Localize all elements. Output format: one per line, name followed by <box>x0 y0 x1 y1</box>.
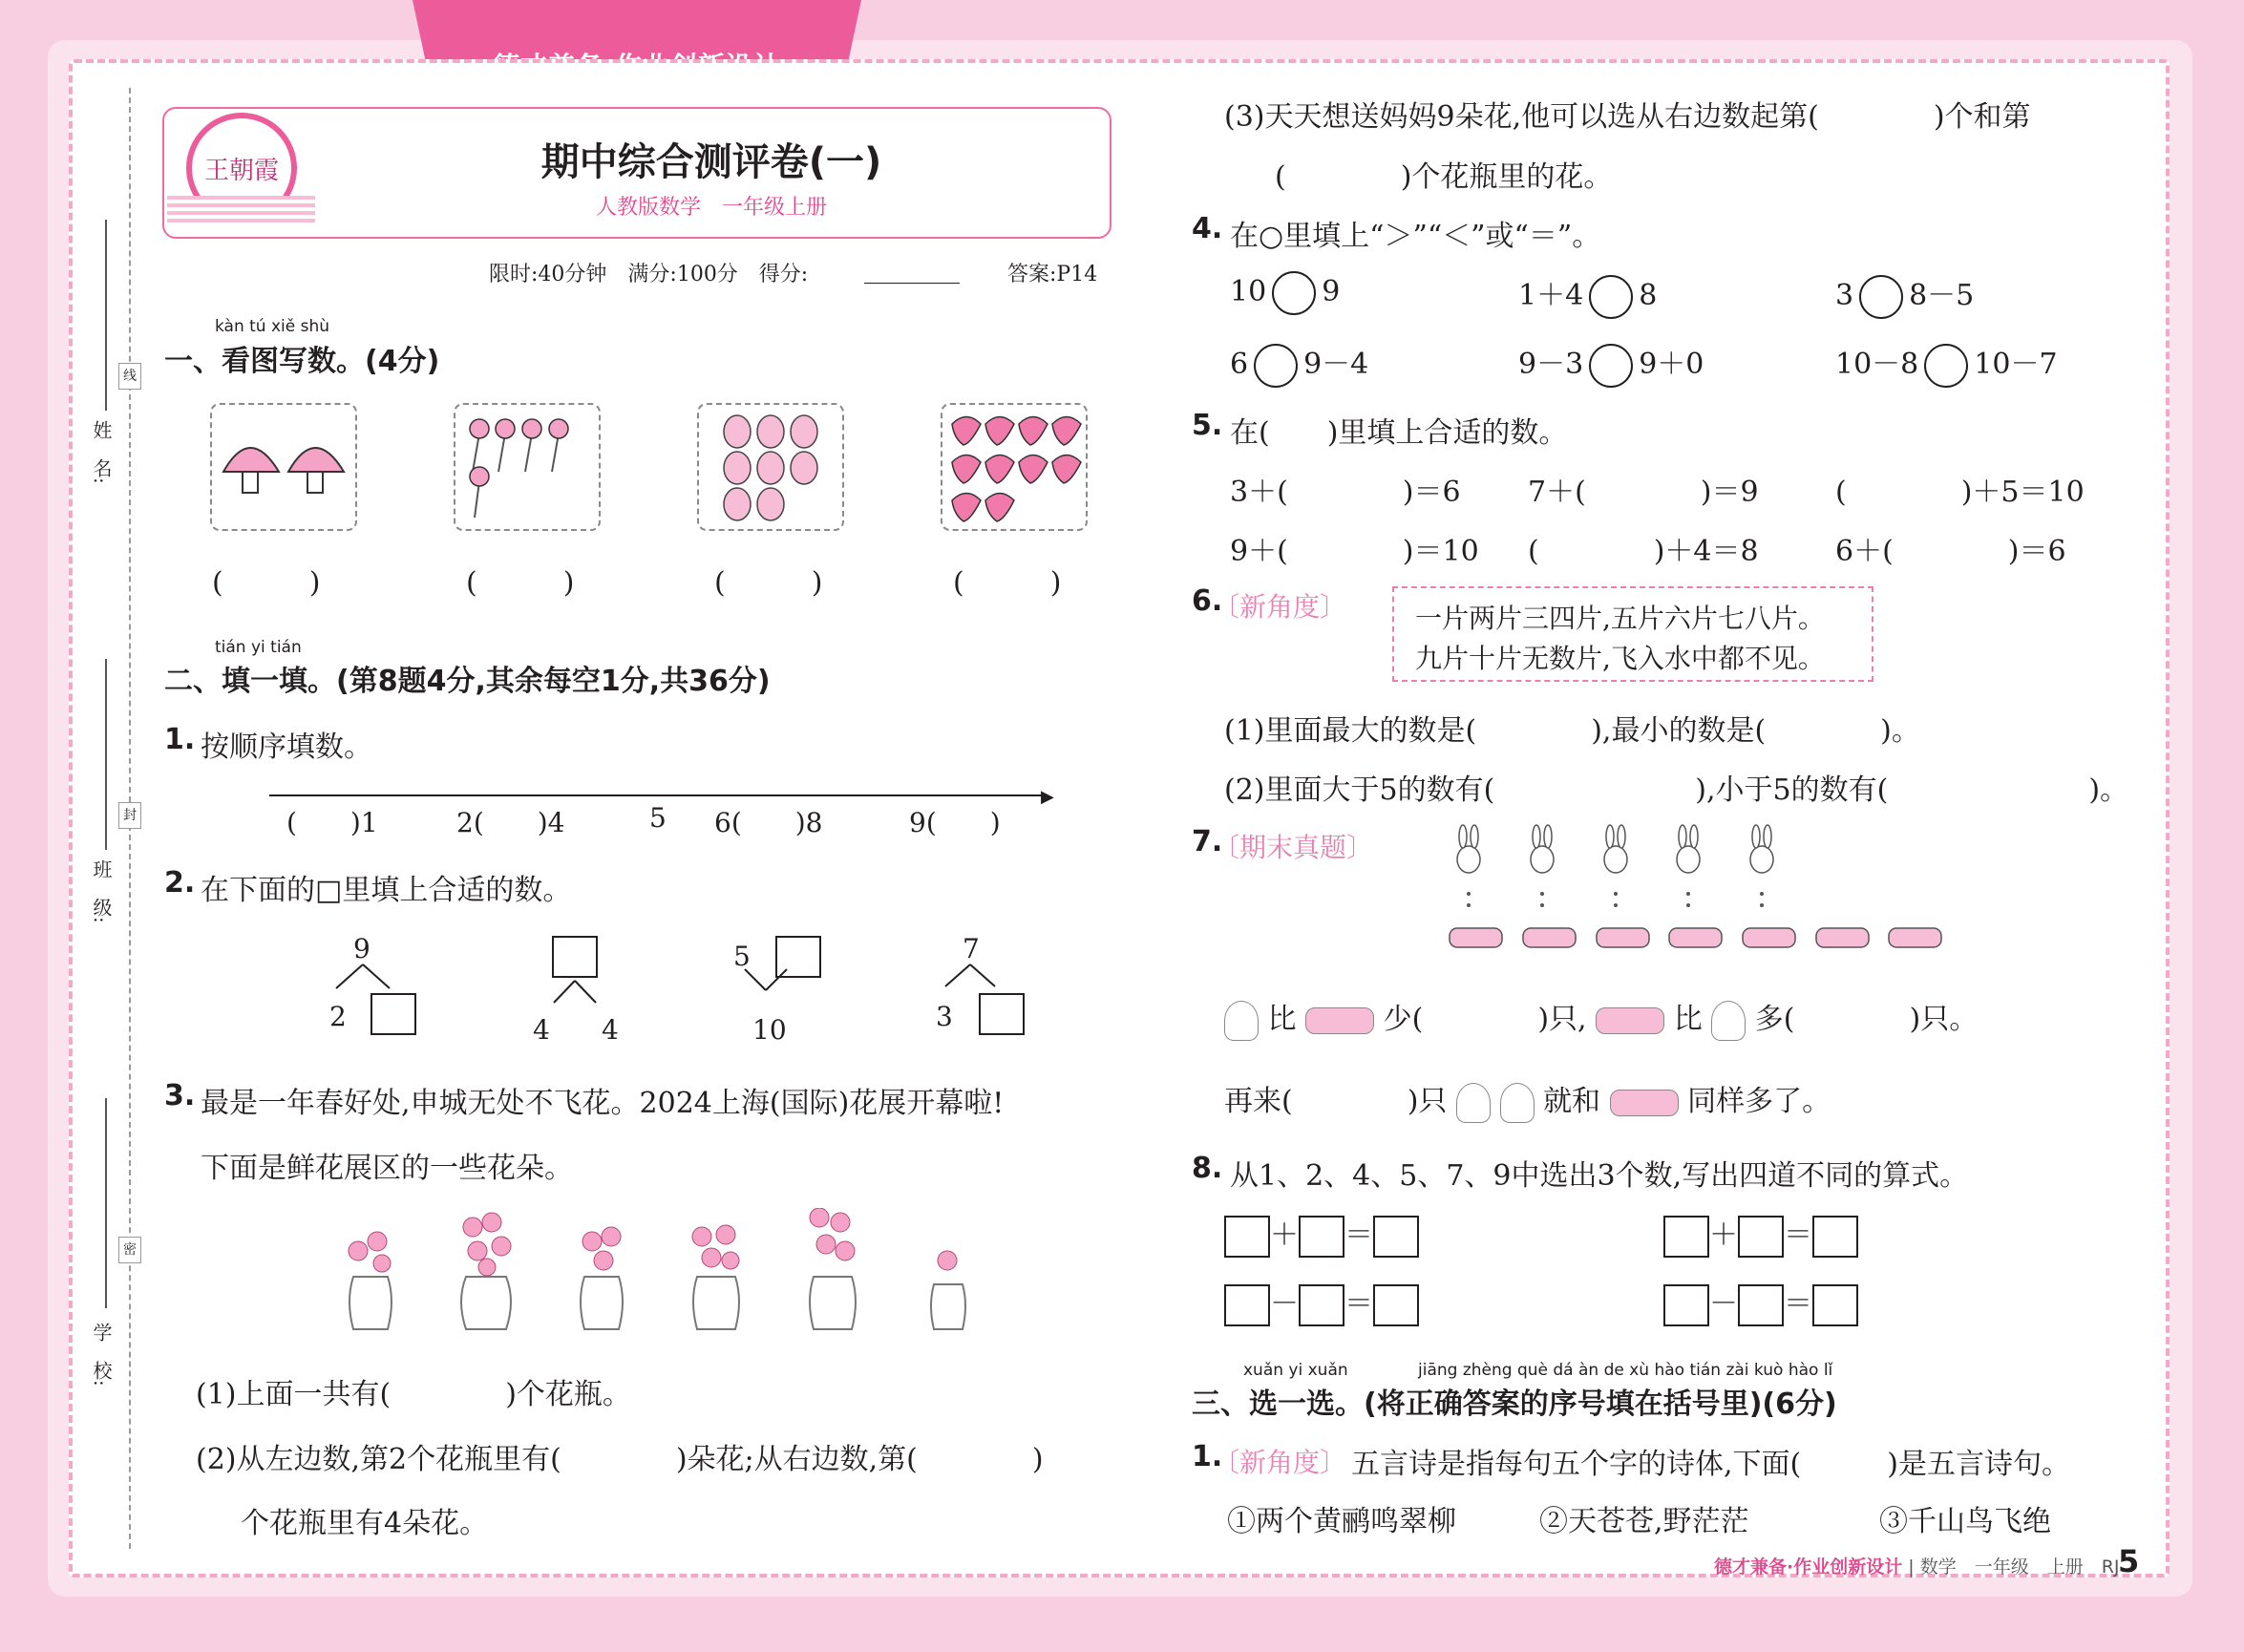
q3-part-2[interactable]: (2)从左边数,第2个花瓶里有( )朵花;从右边数,第( ) <box>196 1443 1044 1476</box>
q4-4-right: 9－4 <box>1303 348 1369 381</box>
strawberry-picture <box>941 403 1088 531</box>
q5-number: 5. <box>1192 409 1223 442</box>
number-line <box>269 794 1043 796</box>
poem-box <box>1392 586 1874 682</box>
q6-tag: 〔新角度〕 <box>1213 591 1347 623</box>
answer-ref: 答案:P14 <box>1007 263 1098 286</box>
class-label: 班 级: <box>90 859 113 923</box>
s3q1-option-2: ②天苍苍,野茫茫 <box>1539 1505 1749 1538</box>
q5-item-4[interactable]: 9＋( )＝10 <box>1230 535 1479 568</box>
compare-circle[interactable] <box>1254 344 1298 388</box>
pinecone-picture <box>697 403 844 531</box>
lollipop-picture <box>454 403 601 531</box>
answer-box[interactable] <box>1738 1216 1784 1258</box>
class-line <box>105 659 107 850</box>
dog-icon <box>1610 1090 1679 1116</box>
q3-part-2b: 个花瓶里有4朵花。 <box>241 1507 489 1540</box>
compare-circle[interactable] <box>1589 275 1633 319</box>
q5-item-5[interactable]: ( )＋4＝8 <box>1528 535 1759 568</box>
page-number: 5 <box>2118 1543 2140 1579</box>
footer-info: | 数学 一年级 上册 RJ <box>1908 1557 2120 1578</box>
q6-part-1[interactable]: (1)里面最大的数是( ),最小的数是( )。 <box>1224 714 1920 748</box>
q7-line-1 <box>1224 995 1978 1041</box>
answer-box[interactable] <box>1224 1284 1270 1326</box>
q2-text: 在下面的□里填上合适的数。 <box>201 874 572 907</box>
q7-bi: 比 <box>1267 1003 1297 1036</box>
sec2-title: 二、填一填。(第8题4分,其余每空1分,共36分) <box>164 665 771 698</box>
footer <box>1714 1553 2120 1578</box>
name-label: 姓 名: <box>90 420 113 484</box>
logo-text: 王朝霞 <box>203 157 279 185</box>
answer-box[interactable] <box>1373 1284 1419 1326</box>
q4-6-right: 10－7 <box>1974 348 2058 381</box>
tree2-left: 4 <box>533 1014 550 1046</box>
q4-6-left: 10－8 <box>1835 348 1919 381</box>
q6-number: 6. <box>1192 584 1223 618</box>
sec3-pinyin-1: xuǎn yi xuǎn <box>1243 1361 1348 1380</box>
secret-mark: 密 <box>118 1237 141 1263</box>
line-seg-2[interactable]: 2( )4 <box>456 807 565 838</box>
answer-box[interactable] <box>1299 1216 1344 1258</box>
footer-brand: 德才兼备·作业创新设计 <box>1714 1557 1903 1578</box>
q3-part-3b[interactable]: ( )个花瓶里的花。 <box>1275 160 1613 194</box>
line-mark: 线 <box>118 363 141 390</box>
s3q1-number: 1. <box>1192 1440 1223 1473</box>
sec3-title: 三、选一选。(将正确答案的序号填在括号里)(6分) <box>1192 1387 1837 1421</box>
q7-duo[interactable]: 多( )只。 <box>1754 1003 1979 1036</box>
q4-1-right: 9 <box>1322 275 1341 308</box>
q4-1-left: 10 <box>1230 275 1267 308</box>
q5-text: 在( )里填上合适的数。 <box>1230 416 1568 450</box>
q3-part-1[interactable]: (1)上面一共有( )个花瓶。 <box>196 1378 631 1411</box>
s3q1-text[interactable]: 五言诗是指每句五个字的诗体,下面( )是五言诗句。 <box>1351 1448 2070 1481</box>
line-seg-5[interactable]: 9( ) <box>909 807 1001 838</box>
dog-icon <box>1596 1007 1664 1034</box>
tree3-top: 5 <box>733 941 751 972</box>
line-seg-3: 5 <box>649 802 667 834</box>
number-line-arrow-icon: ▶ <box>1041 787 1054 807</box>
score-line[interactable] <box>864 283 960 284</box>
q7-line-2 <box>1224 1077 1831 1123</box>
tree4-left: 3 <box>936 1001 953 1032</box>
q8-eq-2 <box>1663 1211 1858 1258</box>
tree1-left: 2 <box>329 1001 347 1032</box>
plus-sign: ＋ <box>1709 1218 1738 1252</box>
q4-2-left: 1＋4 <box>1518 279 1584 312</box>
plus-sign: ＋ <box>1270 1218 1299 1252</box>
answer-box[interactable] <box>1663 1284 1709 1326</box>
q4-item-1 <box>1230 271 1340 315</box>
q5-item-1[interactable]: 3＋( )＝6 <box>1230 476 1461 509</box>
q4-5-right: 9＋0 <box>1639 348 1704 381</box>
answer-box[interactable] <box>1299 1284 1344 1326</box>
q5-item-2[interactable]: 7＋( )＝9 <box>1528 476 1759 509</box>
tree2-box[interactable] <box>552 936 598 978</box>
school-line <box>105 1098 107 1308</box>
q2-number: 2. <box>164 866 196 900</box>
q8-eq-3 <box>1224 1280 1419 1326</box>
s3q1-option-1: ①两个黄鹂鸣翠柳 <box>1227 1505 1456 1538</box>
q1-text: 按顺序填数。 <box>201 731 372 764</box>
q4-3-right: 8－5 <box>1909 279 1975 312</box>
sec1-title: 一、看图写数。(4分) <box>164 345 440 378</box>
sec1-blank-3[interactable]: ( ) <box>714 566 823 600</box>
exam-subtitle: 人教版数学 一年级上册 <box>595 196 827 220</box>
tree4-box[interactable] <box>979 993 1025 1035</box>
rabbits-and-dogs <box>1442 821 1958 964</box>
sec1-blank-1[interactable]: ( ) <box>212 566 321 600</box>
answer-box[interactable] <box>1812 1284 1858 1326</box>
sec2-pinyin: tián yi tián <box>215 638 302 657</box>
dog-icon <box>1305 1007 1374 1034</box>
q5-item-3[interactable]: ( )＋5＝10 <box>1835 476 2085 509</box>
equals-sign: ＝ <box>1344 1287 1373 1321</box>
q5-item-6[interactable]: 6＋( )＝6 <box>1835 535 2066 568</box>
rabbit-icon <box>1457 825 1480 873</box>
answer-box[interactable] <box>1224 1216 1270 1258</box>
q7-tong: 同样多了。 <box>1687 1085 1831 1118</box>
poem-line-1: 一片两片三四片,五片六片七八片。 <box>1415 603 1825 634</box>
minus-sign: － <box>1270 1287 1299 1321</box>
sec1-pinyin: kàn tú xiě shù <box>215 317 330 336</box>
q4-text: 在○里填上“＞”“＜”或“＝”。 <box>1230 220 1601 253</box>
seal-mark: 封 <box>118 802 141 829</box>
q7-zai[interactable]: 再来( )只 <box>1224 1085 1448 1118</box>
q4-item-6 <box>1835 340 2058 388</box>
q4-number: 4. <box>1192 212 1223 245</box>
compare-circle[interactable] <box>1272 271 1316 315</box>
q6-part-2[interactable]: (2)里面大于5的数有( ),小于5的数有( )。 <box>1224 773 2129 807</box>
q8-eq-4 <box>1663 1280 1858 1326</box>
tree1-top: 9 <box>353 933 370 964</box>
q7-number: 7. <box>1192 825 1223 858</box>
rabbit-icon <box>1456 1083 1491 1123</box>
sec3-pinyin-2: jiāng zhèng què dá àn de xù hào tián zài kuò hào lǐ <box>1418 1361 1833 1380</box>
q7-shao[interactable]: 少( )只, <box>1383 1003 1587 1036</box>
q4-item-3 <box>1835 271 1974 319</box>
q4-4-left: 6 <box>1230 348 1249 381</box>
s3q1-tag: 〔新角度〕 <box>1213 1447 1347 1478</box>
tree2-right: 4 <box>602 1014 619 1046</box>
sec1-blank-4[interactable]: ( ) <box>953 566 1062 600</box>
q7-bi2: 比 <box>1673 1003 1703 1036</box>
q1-number: 1. <box>164 723 196 756</box>
q7-jiuhe: 就和 <box>1543 1085 1601 1118</box>
answer-box[interactable] <box>1812 1216 1858 1258</box>
exam-meta: 限时:40分钟 满分:100分 得分: <box>489 263 809 286</box>
school-label: 学 校: <box>90 1323 113 1387</box>
q3-part-3a[interactable]: (3)天天想送妈妈9朵花,他可以选从右边数起第( )个和第 <box>1224 100 2031 134</box>
rabbit-icon <box>1224 1001 1259 1041</box>
compare-circle[interactable] <box>1924 344 1968 388</box>
tree3-bottom: 10 <box>752 1014 787 1046</box>
q8-text: 从1、2、4、5、7、9中选出3个数,写出四道不同的算式。 <box>1230 1159 1969 1193</box>
answer-box[interactable] <box>1373 1216 1419 1258</box>
mushroom-picture <box>210 403 357 531</box>
tree4-top: 7 <box>963 933 980 964</box>
q4-2-right: 8 <box>1639 279 1658 312</box>
q4-3-left: 3 <box>1835 279 1854 312</box>
name-line <box>105 220 107 411</box>
line-seg-1[interactable]: ( )1 <box>286 807 378 838</box>
q8-number: 8. <box>1192 1152 1223 1185</box>
tree3-box[interactable] <box>775 936 821 978</box>
q3-text-2: 下面是鲜花展区的一些花朵。 <box>201 1152 573 1185</box>
logo-wave <box>167 196 315 224</box>
s3q1-option-3: ③千山鸟飞绝 <box>1879 1505 2051 1538</box>
answer-box[interactable] <box>1663 1216 1709 1258</box>
q3-text-1: 最是一年春好处,申城无处不飞花。2024上海(国际)花展开幕啦! <box>201 1087 1005 1120</box>
q4-item-2 <box>1518 271 1657 319</box>
compare-circle[interactable] <box>1859 275 1903 319</box>
q4-5-left: 9－3 <box>1518 348 1584 381</box>
sec1-blank-2[interactable]: ( ) <box>466 566 575 600</box>
q4-item-5 <box>1518 340 1704 388</box>
compare-circle[interactable] <box>1589 344 1633 388</box>
q3-number: 3. <box>164 1079 196 1112</box>
line-seg-4[interactable]: 6( )8 <box>714 807 823 838</box>
rabbit-icon <box>1500 1083 1535 1123</box>
q7-tag: 〔期末真题〕 <box>1213 832 1374 863</box>
answer-box[interactable] <box>1738 1284 1784 1326</box>
q4-item-4 <box>1230 340 1368 388</box>
equals-sign: ＝ <box>1784 1218 1812 1252</box>
poem-line-2: 九片十片无数片,飞入水中都不见。 <box>1415 643 1825 674</box>
rabbit-icon <box>1711 1001 1746 1041</box>
exam-title: 期中综合测评卷(一) <box>540 140 882 184</box>
equals-sign: ＝ <box>1344 1218 1373 1252</box>
tree1-box[interactable] <box>370 993 416 1035</box>
minus-sign: － <box>1709 1287 1738 1321</box>
equals-sign: ＝ <box>1784 1287 1812 1321</box>
flower-vases <box>325 1208 984 1351</box>
q8-eq-1 <box>1224 1211 1419 1258</box>
